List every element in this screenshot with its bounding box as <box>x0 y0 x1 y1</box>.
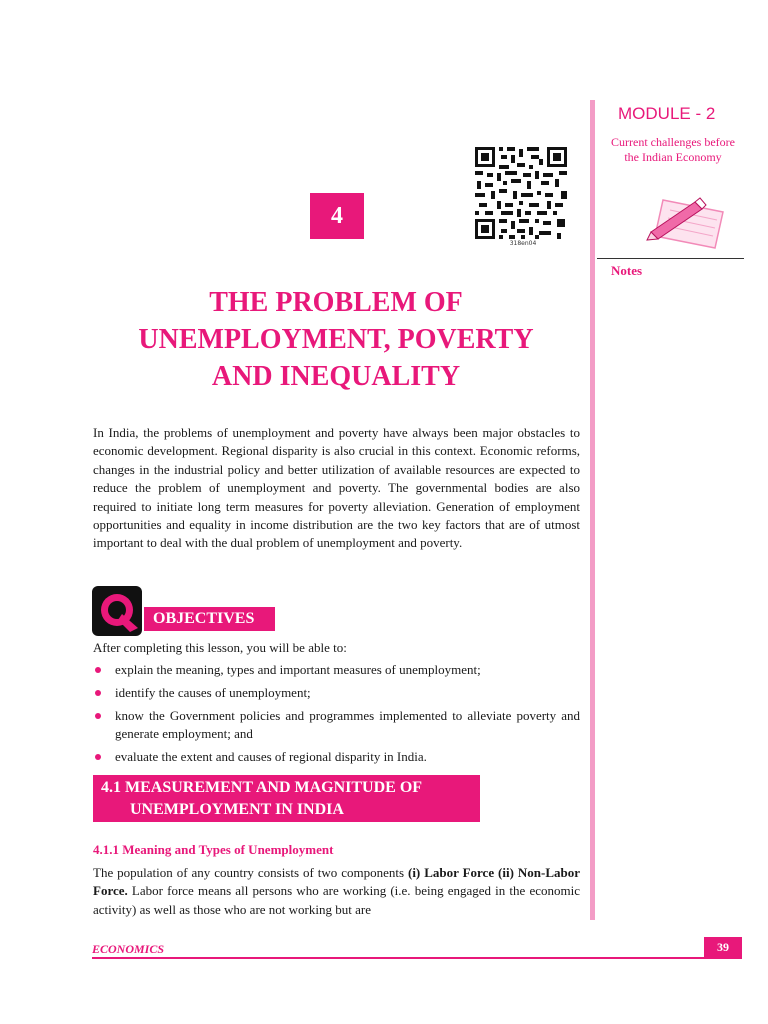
objectives-label: OBJECTIVES <box>144 607 275 631</box>
page-number: 39 <box>704 937 742 958</box>
chapter-title <box>92 284 580 395</box>
list-item: explain the meaning, types and important measures of unemployment; <box>93 661 580 679</box>
section-heading-line: 4.1 MEASUREMENT AND MAGNITUDE OF <box>101 779 423 796</box>
module-subtitle: Current challenges before the Indian Economy <box>611 135 735 164</box>
chapter-title-line: AND INEQUALITY <box>211 361 461 392</box>
objectives-icon <box>92 586 144 636</box>
list-item: identify the causes of unemployment; <box>93 684 580 702</box>
section-heading <box>93 775 480 822</box>
notes-label: Notes <box>611 263 643 278</box>
body-paragraph: The population of any country consists of two components (i) Labor Force (ii) Non-Labor Force. Labor force means all persons who are working (i.e. being engaged in the economic activity) as well as those who are not working but are <box>93 865 580 917</box>
notes-divider <box>597 258 744 259</box>
notes-pencil-icon <box>645 190 735 256</box>
chapter-title-line: THE PROBLEM OF <box>209 287 463 318</box>
intro-paragraph: In India, the problems of unemployment and poverty have always been major obstacles to economic development. Regional disparity is also crucial in this context. Economic reforms, changes in the industrial policy and better utilization of available resources are expected to reduce the problem of unemployment and poverty. The governmental bodies are also required to initiate long term measures for poverty alleviation. Generation of employment opportunities and equality in income distribution are the two key factors that are of utmost important to deal with the dual problem of unemployment and poverty. <box>93 425 580 551</box>
objectives-intro: After completing this lesson, you will be able to: <box>93 640 347 655</box>
chapter-title-line: UNEMPLOYMENT, POVERTY <box>138 324 534 355</box>
sidebar-divider <box>590 100 595 920</box>
list-item: evaluate the extent and causes of regional disparity in India. <box>93 748 580 766</box>
footer-subject: ECONOMICS <box>92 942 165 956</box>
qr-code-icon <box>473 145 569 241</box>
module-label: MODULE - 2 <box>618 104 716 123</box>
subsection-heading: 4.1.1 Meaning and Types of Unemployment <box>93 842 334 857</box>
section-heading-line: UNEMPLOYMENT IN INDIA <box>130 801 344 818</box>
objectives-list <box>93 661 580 771</box>
chapter-number: 4 <box>310 193 364 239</box>
list-item: know the Government policies and programmes implemented to alleviate poverty and generate employment; and <box>93 707 580 743</box>
qr-code-label: 318en04 <box>509 240 537 247</box>
footer-divider <box>92 957 742 959</box>
